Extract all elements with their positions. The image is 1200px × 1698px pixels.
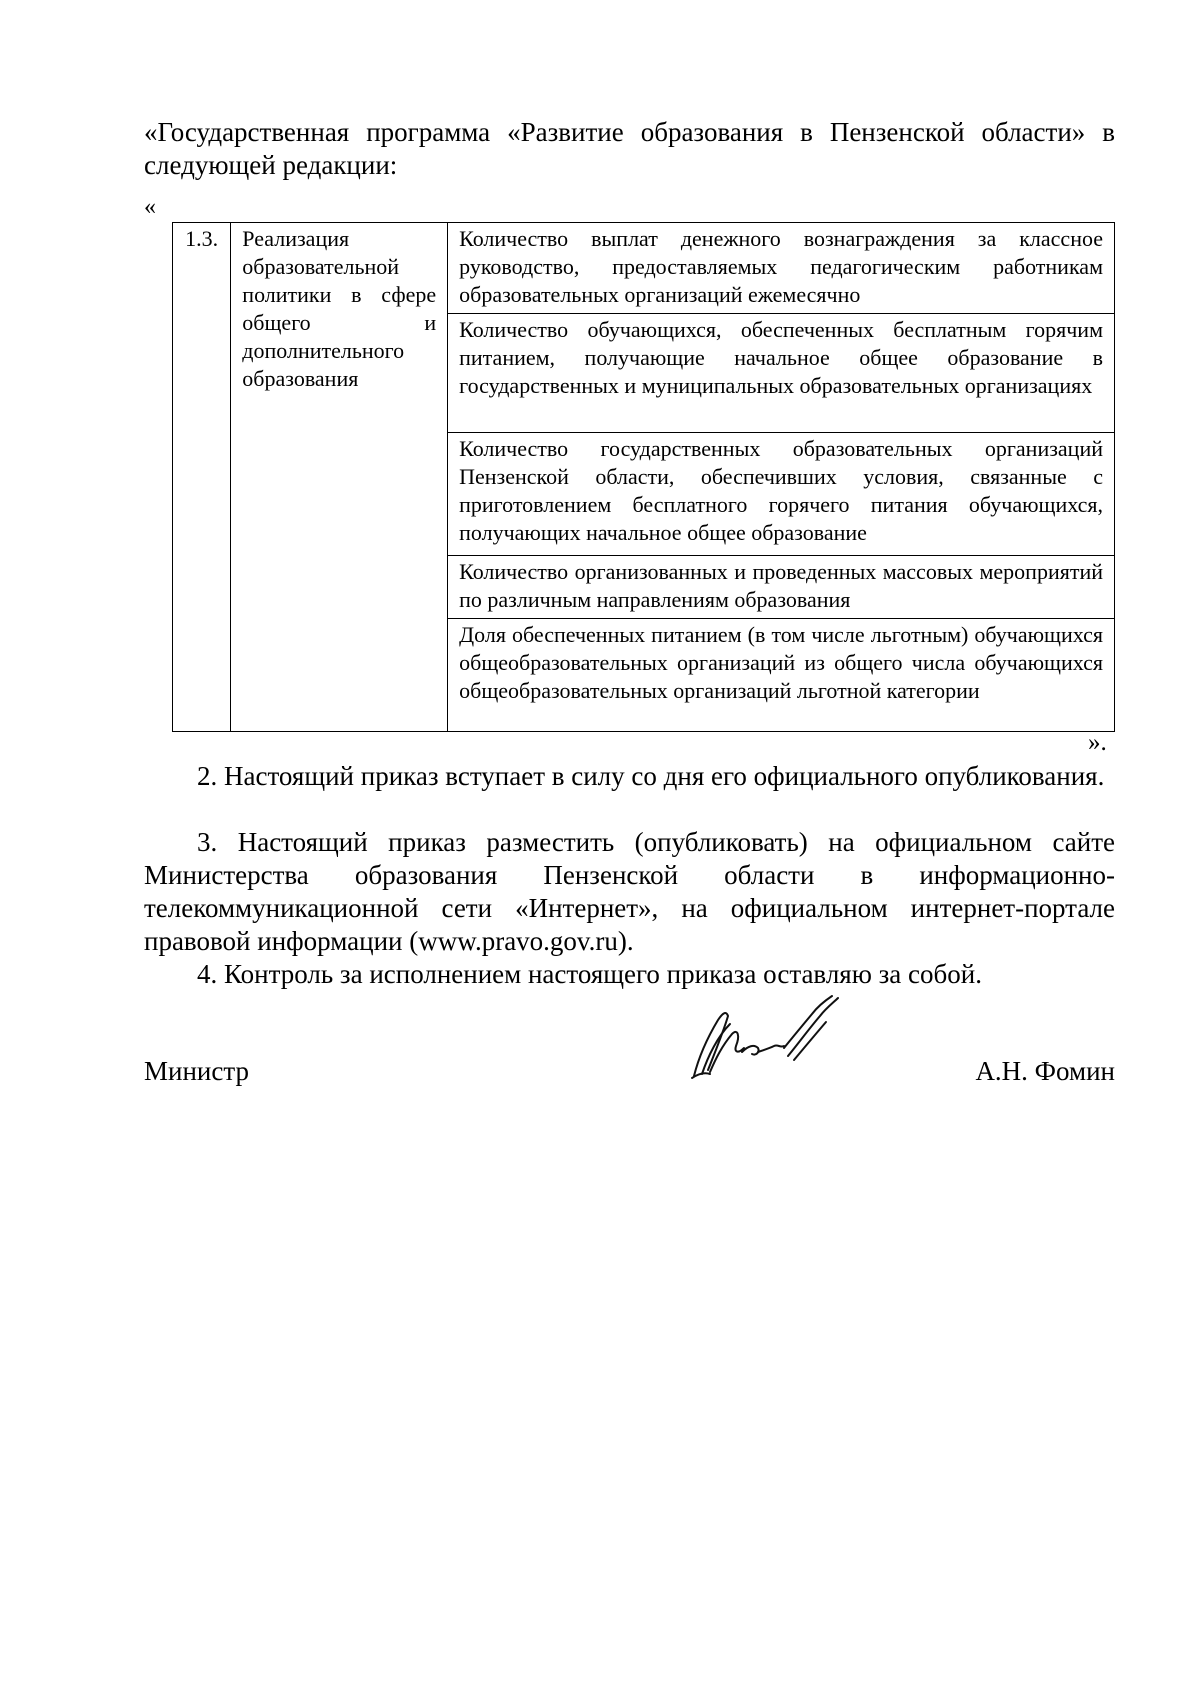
closing-quote-mark: ». xyxy=(1088,729,1107,756)
clause-2-paragraph: 2. Настоящий приказ вступает в силу со дня его официального опубликования. xyxy=(197,761,1105,791)
table-row xyxy=(173,223,1115,314)
indicator-cell: Доля обеспеченных питанием (в том числе льготным) обучающихся общеобразовательных организаций из общего числа обучающихся общеобразовательных организаций льготной категории xyxy=(448,619,1115,732)
amendment-table xyxy=(172,222,1115,732)
row-number-cell: 1.3. xyxy=(173,223,231,732)
signatory-position: Министр xyxy=(144,1056,249,1086)
opening-quote-mark: « xyxy=(144,194,156,220)
clause-3-paragraph: 3. Настоящий приказ разместить (опубликовать) на официальном сайте Министерства образования Пензенской области в информационно-телекоммуникационной сети «Интернет», на официальном интернет-портале правовой информации (www.pravo.gov.ru). xyxy=(144,827,1115,956)
indicator-cell: Количество организованных и проведенных массовых мероприятий по различным направлениям образования xyxy=(448,556,1115,619)
clause-4-paragraph: 4. Контроль за исполнением настоящего приказа оставляю за собой. xyxy=(197,959,982,989)
signatory-name: А.Н. Фомин xyxy=(975,1056,1115,1086)
indicator-cell: Количество государственных образовательных организаций Пензенской области, обеспечивших условия, связанные с приготовлением бесплатного горячего питания обучающихся, получающих начальное общее образование xyxy=(448,433,1115,556)
indicator-cell: Количество обучающихся, обеспеченных бесплатным горячим питанием, получающие начальное общее образование в государственных и муниципальных образовательных организациях xyxy=(448,314,1115,433)
direction-cell: Реализация образовательной политики в сфере общего и дополнительного образования xyxy=(231,223,448,732)
intro-paragraph: «Государственная программа «Развитие образования в Пензенской области» в следующей редакции: xyxy=(144,117,1115,180)
handwritten-signature xyxy=(688,990,858,1080)
indicator-cell: Количество выплат денежного вознаграждения за классное руководство, предоставляемых педагогическим работникам образовательных организаций ежемесячно xyxy=(448,223,1115,314)
